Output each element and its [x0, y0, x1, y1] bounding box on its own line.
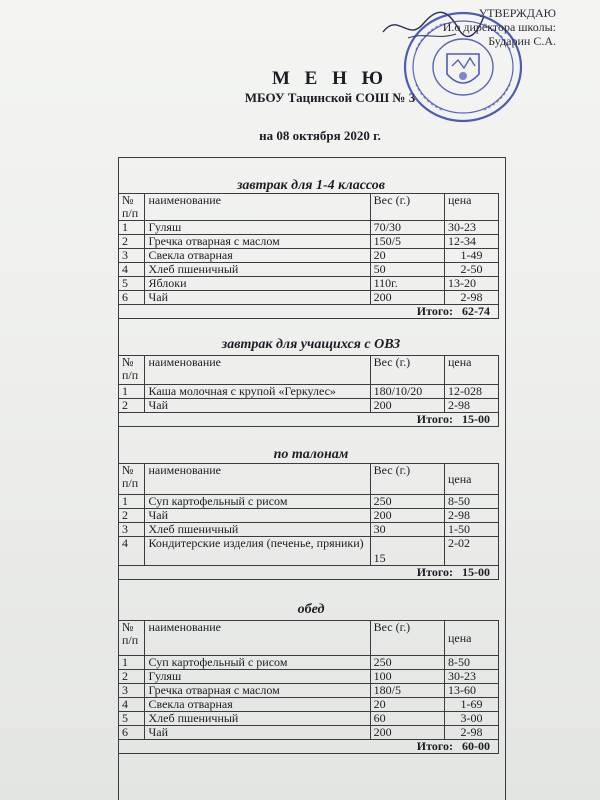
row-weight: 200 — [370, 509, 444, 523]
row-price: 2-98 — [444, 509, 498, 523]
table-row — [119, 712, 499, 726]
row-num: 2 — [119, 509, 145, 523]
page-title: М Е Н Ю — [271, 68, 389, 89]
menu-table-by-coupons — [118, 463, 499, 580]
row-name: Гречка отварная с маслом — [145, 235, 370, 249]
row-price: 8-50 — [444, 495, 498, 509]
menu-table-lunch — [118, 620, 499, 754]
table-row — [119, 684, 499, 698]
total-cell — [119, 305, 499, 319]
total-cell — [119, 740, 499, 754]
menu-table-breakfast-1-4 — [118, 193, 499, 319]
total-label: Итого: — [416, 412, 453, 426]
row-weight: 100 — [370, 670, 444, 684]
total-value: 60-00 — [462, 739, 490, 753]
col-price-header: цена — [444, 464, 498, 495]
total-cell — [119, 566, 499, 580]
row-num: 4 — [119, 698, 145, 712]
row-name: Свекла отварная — [145, 249, 370, 263]
row-name: Чай — [145, 509, 370, 523]
row-num: 5 — [119, 277, 145, 291]
row-weight: 50 — [370, 263, 444, 277]
row-price: 2-98 — [444, 399, 498, 413]
row-num: 1 — [119, 495, 145, 509]
col-name-header: наименование — [145, 356, 370, 385]
total-value: 15-00 — [462, 412, 490, 426]
row-num: 4 — [119, 537, 145, 566]
row-price: 30-23 — [444, 670, 498, 684]
row-name: Кондитерские изделия (печенье, пряники) — [145, 537, 370, 566]
row-weight: 180/10/20 — [370, 385, 444, 399]
table-total-row — [119, 740, 499, 754]
row-name: Суп картофельный с рисом — [145, 656, 370, 670]
row-num: 1 — [119, 221, 145, 235]
col-name-header: наименование — [145, 194, 370, 221]
row-weight: 250 — [370, 656, 444, 670]
row-price: 1-69 — [444, 698, 498, 712]
row-num: 2 — [119, 399, 145, 413]
section-title-lunch: обед — [297, 602, 325, 617]
table-row — [119, 385, 499, 399]
row-price: 3-00 — [444, 712, 498, 726]
row-name: Свекла отварная — [145, 698, 370, 712]
row-weight: 200 — [370, 726, 444, 740]
total-label: Итого: — [416, 565, 453, 579]
col-price-header: цена — [444, 621, 498, 656]
row-name: Хлеб пшеничный — [145, 263, 370, 277]
col-weight-header: Вес (г.) — [370, 621, 444, 656]
table-row — [119, 291, 499, 305]
row-name: Хлеб пшеничный — [145, 523, 370, 537]
row-name: Гречка отварная с маслом — [145, 684, 370, 698]
row-weight: 150/5 — [370, 235, 444, 249]
row-price: 13-60 — [444, 684, 498, 698]
total-label: Итого: — [416, 739, 453, 753]
table-header — [119, 464, 499, 495]
row-num: 5 — [119, 712, 145, 726]
col-num-header: № п/п — [119, 356, 145, 385]
row-name: Суп картофельный с рисом — [145, 495, 370, 509]
row-num: 3 — [119, 684, 145, 698]
col-price-header: цена — [444, 194, 498, 221]
section-title-breakfast-ovz: завтрак для учащихся с ОВЗ — [221, 337, 401, 352]
approval-line-2: И.о директора школы: — [442, 20, 556, 34]
row-weight: 20 — [370, 698, 444, 712]
row-price: 13-20 — [444, 277, 498, 291]
table-total-row — [119, 566, 499, 580]
row-name: Гуляш — [145, 221, 370, 235]
row-name: Чай — [145, 399, 370, 413]
row-name: Каша молочная с крупой «Геркулес» — [145, 385, 370, 399]
row-weight: 15 — [370, 537, 444, 566]
table-row — [119, 656, 499, 670]
approval-block — [443, 6, 556, 48]
table-row — [119, 495, 499, 509]
row-num: 2 — [119, 670, 145, 684]
row-weight: 60 — [370, 712, 444, 726]
table-header — [119, 356, 499, 385]
row-name: Яблоки — [145, 277, 370, 291]
row-name: Хлеб пшеничный — [145, 712, 370, 726]
total-value: 15-00 — [462, 565, 490, 579]
table-row — [119, 235, 499, 249]
table-row — [119, 670, 499, 684]
table-row — [119, 537, 499, 566]
col-weight-header: Вес (г.) — [370, 464, 444, 495]
row-num: 3 — [119, 523, 145, 537]
row-weight: 200 — [370, 291, 444, 305]
row-weight: 110г. — [370, 277, 444, 291]
row-price: 12-028 — [444, 385, 498, 399]
total-value: 62-74 — [462, 304, 490, 318]
table-row — [119, 509, 499, 523]
table-row — [119, 523, 499, 537]
row-price: 1-49 — [444, 249, 498, 263]
menu-table-breakfast-ovz — [118, 355, 499, 427]
row-price: 12-34 — [444, 235, 498, 249]
menu-date: на 08 октября 2020 г. — [259, 128, 381, 143]
row-num: 4 — [119, 263, 145, 277]
table-header — [119, 194, 499, 221]
row-weight: 250 — [370, 495, 444, 509]
row-price: 30-23 — [444, 221, 498, 235]
row-price: 8-50 — [444, 656, 498, 670]
row-name: Чай — [145, 291, 370, 305]
row-weight: 180/5 — [370, 684, 444, 698]
col-num-header: № п/п — [119, 464, 145, 495]
table-row — [119, 221, 499, 235]
row-price: 2-98 — [444, 291, 498, 305]
section-title-by-coupons: по талонам — [273, 447, 349, 462]
row-name: Чай — [145, 726, 370, 740]
table-header — [119, 621, 499, 656]
row-price: 2-98 — [444, 726, 498, 740]
row-num: 3 — [119, 249, 145, 263]
row-weight: 70/30 — [370, 221, 444, 235]
row-price: 1-50 — [444, 523, 498, 537]
approval-line-3: Бударин С.А. — [488, 34, 556, 48]
col-num-header: № п/п — [119, 194, 145, 221]
total-cell — [119, 413, 499, 427]
school-name: МБОУ Тацинской СОШ № 3 — [244, 90, 416, 105]
col-name-header: наименование — [145, 621, 370, 656]
col-weight-header: Вес (г.) — [370, 356, 444, 385]
table-row — [119, 698, 499, 712]
row-num: 1 — [119, 385, 145, 399]
row-weight: 30 — [370, 523, 444, 537]
col-num-header: № п/п — [119, 621, 145, 656]
row-num: 1 — [119, 656, 145, 670]
row-price: 2-02 — [444, 537, 498, 566]
table-row — [119, 277, 499, 291]
total-label: Итого: — [416, 304, 453, 318]
col-weight-header: Вес (г.) — [370, 194, 444, 221]
table-row — [119, 249, 499, 263]
row-name: Гуляш — [145, 670, 370, 684]
approval-line-1: УТВЕРЖДАЮ — [478, 6, 556, 20]
section-title-breakfast-1-4: завтрак для 1-4 классов — [236, 178, 386, 193]
row-weight: 200 — [370, 399, 444, 413]
table-row — [119, 399, 499, 413]
row-weight: 20 — [370, 249, 444, 263]
col-price-header: цена — [444, 356, 498, 385]
table-row — [119, 726, 499, 740]
row-price: 2-50 — [444, 263, 498, 277]
col-name-header: наименование — [145, 464, 370, 495]
row-num: 6 — [119, 291, 145, 305]
table-total-row — [119, 413, 499, 427]
table-total-row — [119, 305, 499, 319]
table-row — [119, 263, 499, 277]
row-num: 6 — [119, 726, 145, 740]
row-num: 2 — [119, 235, 145, 249]
